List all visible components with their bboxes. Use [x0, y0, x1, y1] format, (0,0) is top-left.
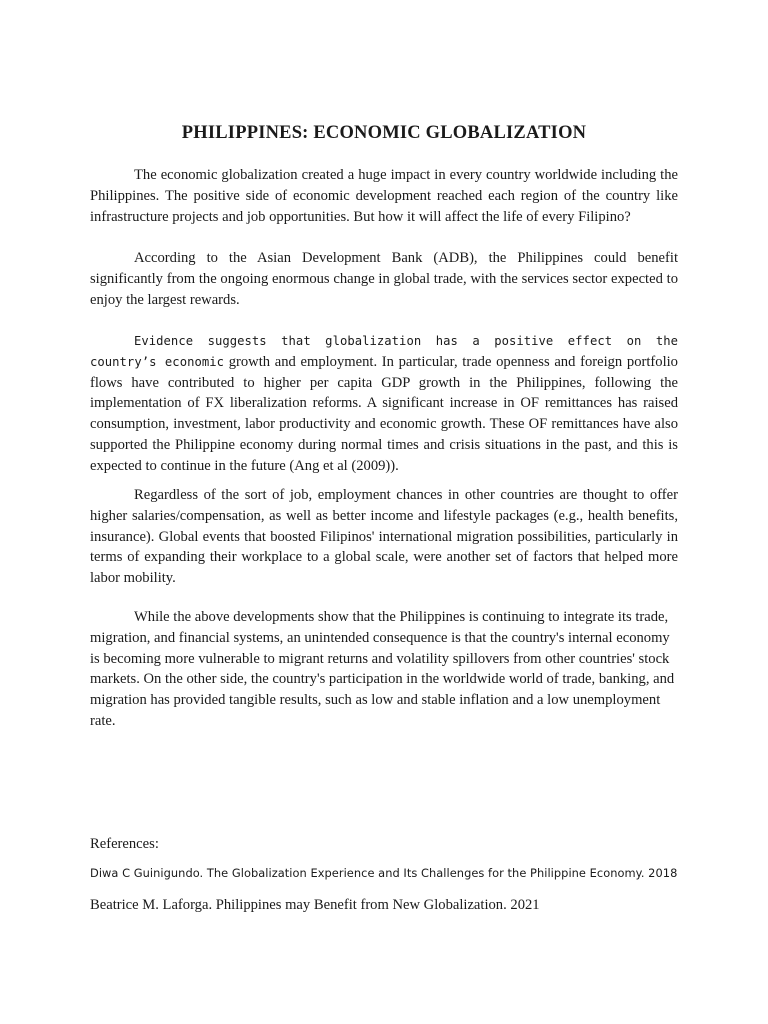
paragraph-consequences: While the above developments show that the Philippines is continuing to integrate its trade, migration, and financial systems, an unintended consequence is that the country's internal economy is becoming more vulnerable to migrant returns and volatility spillovers from other countries' stock markets. On the other side, the country's participation in the worldwide world of trade, banking, and migration has provided tangible results, such as low and stable inflation and a low unemployment rate.	[90, 609, 675, 729]
reference-item: Diwa C Guinigundo. The Globalization Experience and Its Challenges for the Philippine Economy. 2018	[90, 866, 678, 880]
document-title: PHILIPPINES: ECONOMIC GLOBALIZATION	[181, 123, 587, 143]
paragraph-intro: The economic globalization created a huge impact in every country worldwide including the Philippines. The positive side of economic development reached each region of the country like infrastructure projects and job opportunities. But how it will affect the life of every Filipino?	[90, 167, 678, 225]
paragraph-employment: Regardless of the sort of job, employment chances in other countries are thought to offer higher salaries/compensation, as well as better income and lifestyle packages (e.g., health benefits, insurance). Global events that boosted Filipinos' international migration possibilities, particularly in terms of expanding their workplace to a global scale, were another set of factors that helped more labor mobility.	[90, 487, 678, 587]
paragraph-evidence-lead: Evidence suggests that globalization has a positive effect on the country’s economic	[90, 334, 678, 369]
paragraph-adb: According to the Asian Development Bank (ADB), the Philippines could benefit significantly from the ongoing enormous change in global trade, with the services sector expected to enjoy the largest rewards.	[90, 250, 678, 308]
paragraph-evidence-body: growth and employment. In particular, trade openness and foreign portfolio flows have contributed to higher per capita GDP growth in the Philippines, following the implementation of FX liberalization reforms. A significant increase in OF remittances has raised consumption, investment, labor productivity and economic growth. These OF remittances have also supported the Philippine economy during normal times and crisis situations in the past, and this is expected to continue in the future (Ang et al (2009)).	[90, 353, 678, 474]
references-heading: References:	[90, 836, 159, 852]
paragraph-evidence	[90, 331, 678, 477]
reference-item: Beatrice M. Laforga. Philippines may Benefit from New Globalization. 2021	[90, 897, 540, 913]
